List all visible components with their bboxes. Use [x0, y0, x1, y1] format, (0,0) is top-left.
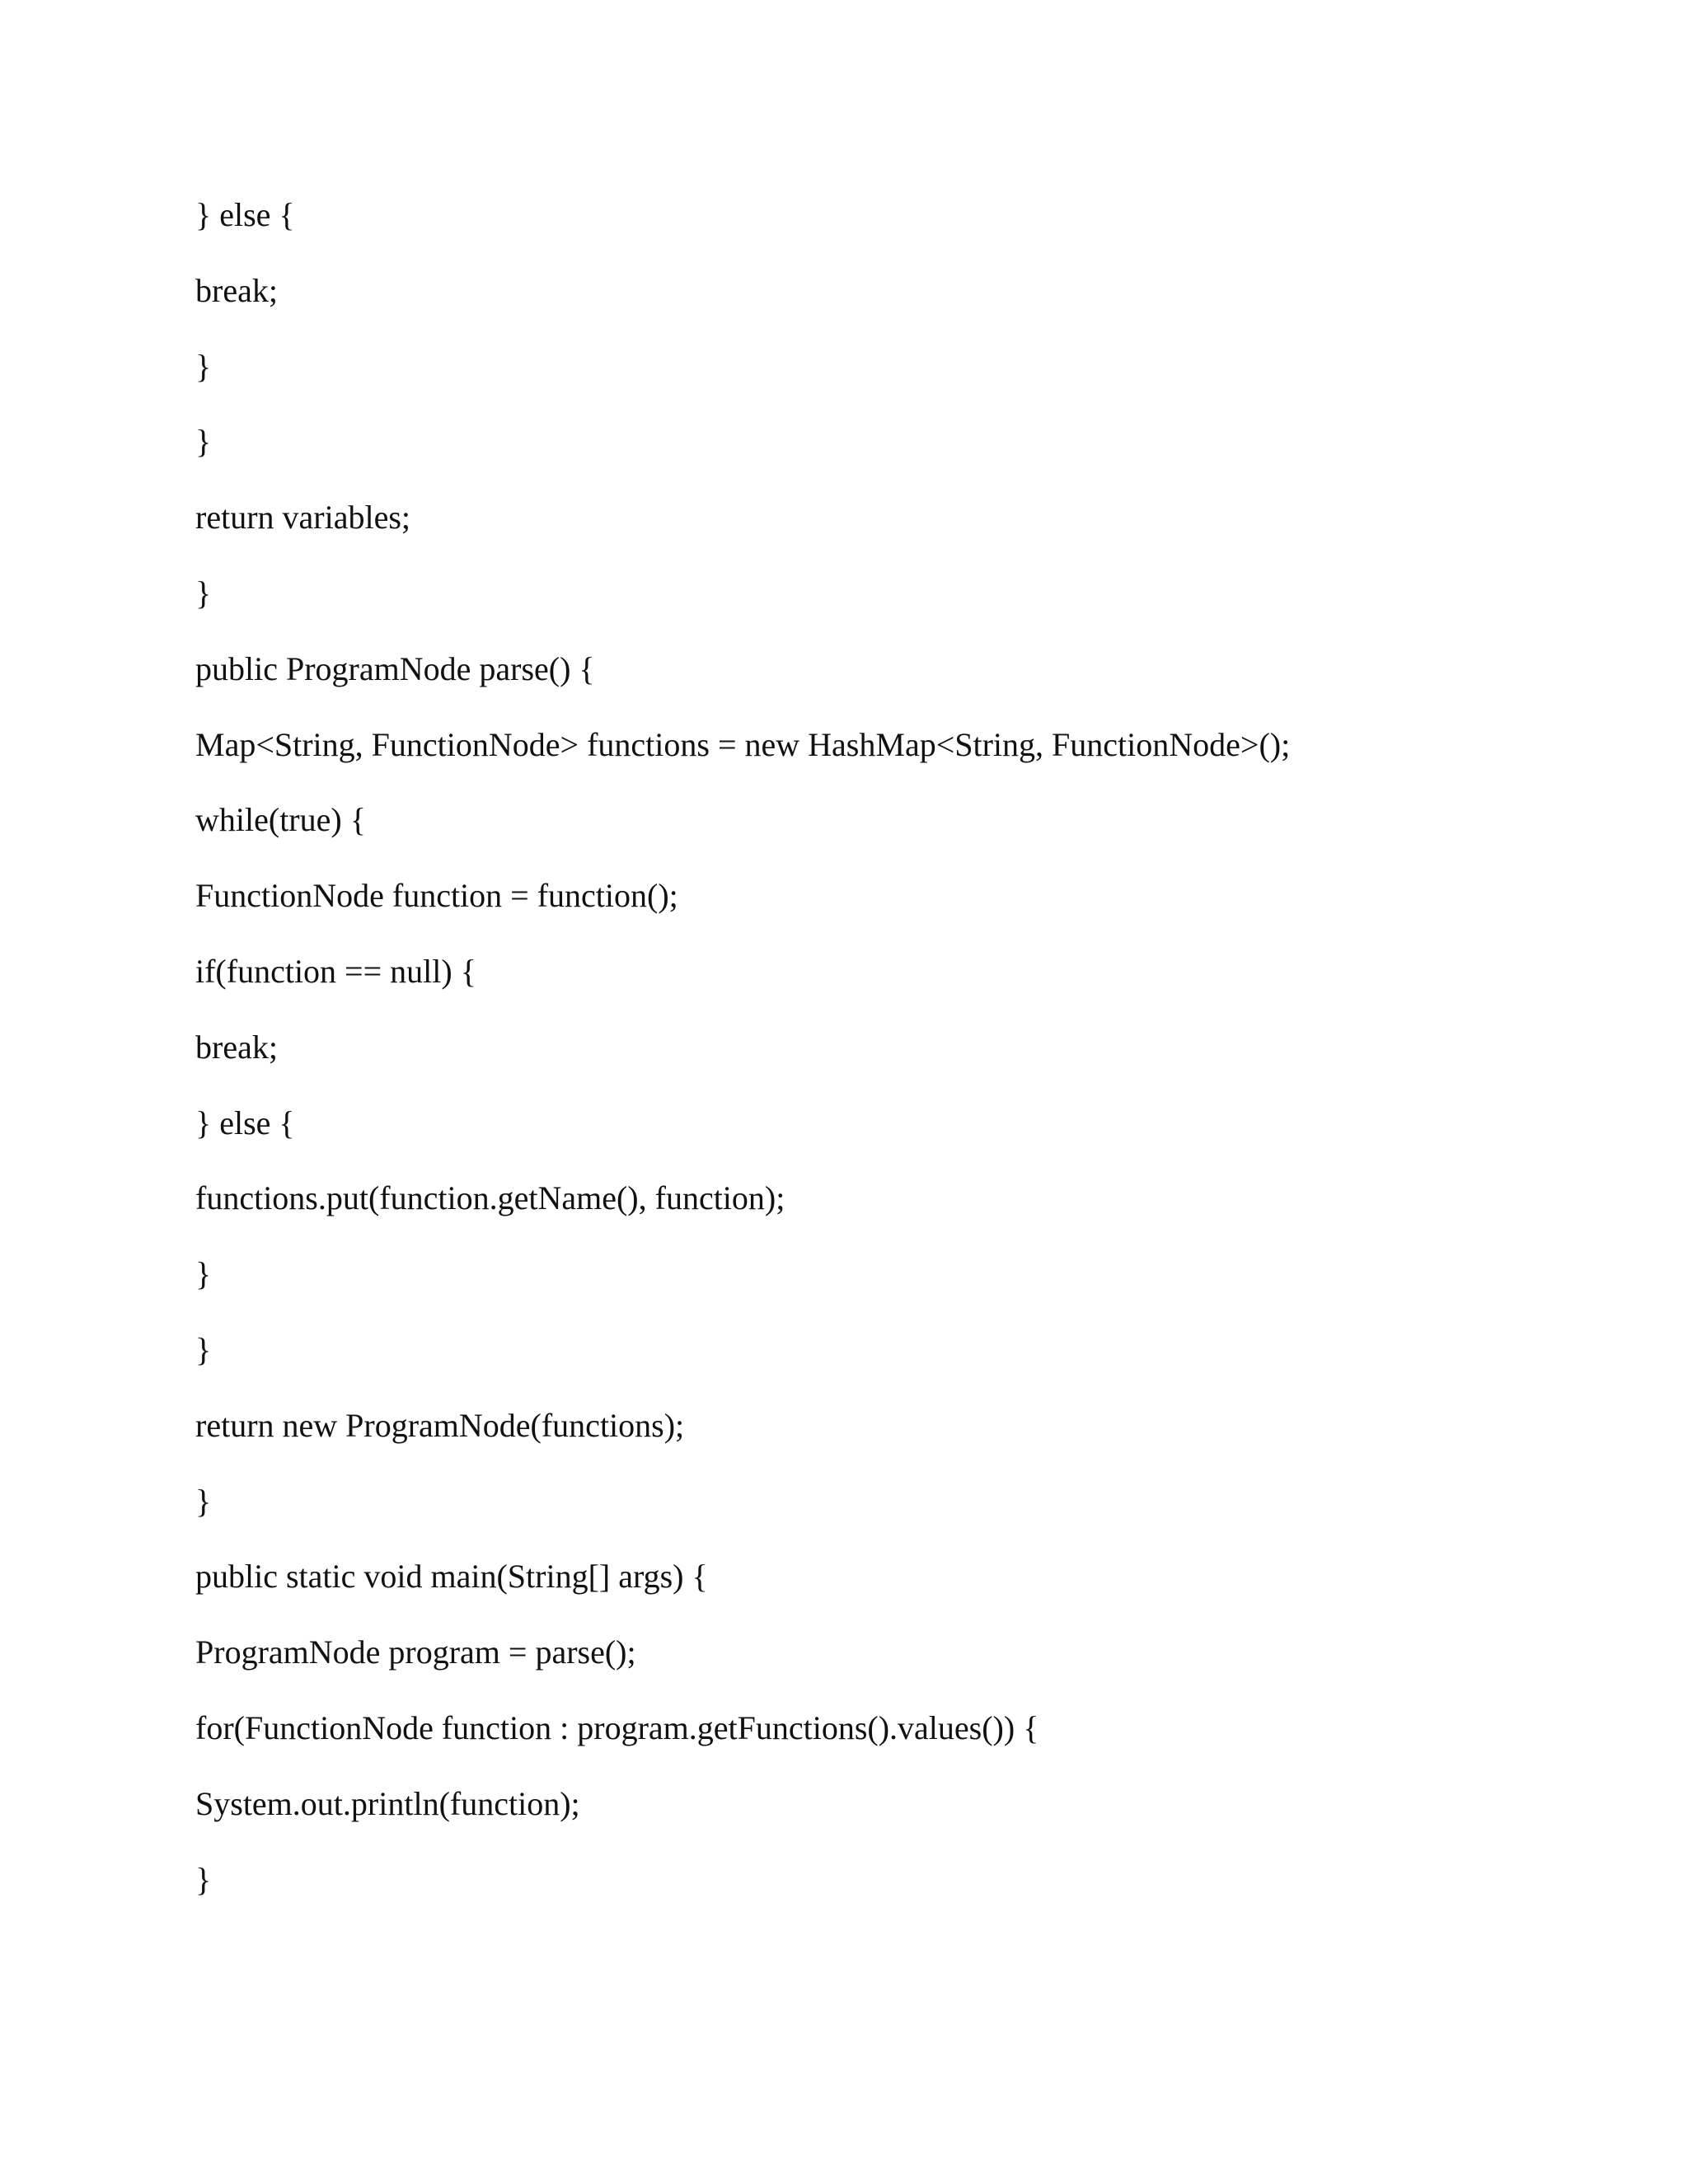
code-line: } [195, 347, 212, 385]
code-line: for(FunctionNode function : program.getFunctions().values()) { [195, 1708, 1039, 1746]
code-listing [195, 194, 1290, 1934]
code-line: while(true) { [195, 801, 366, 839]
code-line: break; [195, 1028, 278, 1066]
code-line: ProgramNode program = parse(); [195, 1633, 636, 1671]
code-line: Map<String, FunctionNode> functions = new HashMap<String, FunctionNode>(); [195, 725, 1291, 763]
code-line: functions.put(function.getName(), function); [195, 1179, 785, 1217]
code-line: public static void main(String[] args) { [195, 1558, 708, 1596]
code-line: break; [195, 271, 278, 309]
code-line: if(function == null) { [195, 952, 476, 990]
code-line: } [195, 1860, 212, 1898]
code-line: } [195, 574, 212, 612]
code-line: return variables; [195, 499, 410, 537]
code-line: public ProgramNode parse() { [195, 649, 595, 687]
code-line: return new ProgramNode(functions); [195, 1406, 685, 1444]
code-line: } [195, 1255, 212, 1293]
code-line: } else { [195, 196, 295, 233]
code-line: FunctionNode function = function(); [195, 877, 678, 915]
code-line: } [195, 423, 212, 461]
code-line: System.out.println(function); [195, 1784, 580, 1822]
code-line: } [195, 1330, 212, 1368]
code-line: } else { [195, 1104, 295, 1141]
code-line: } [195, 1482, 212, 1520]
